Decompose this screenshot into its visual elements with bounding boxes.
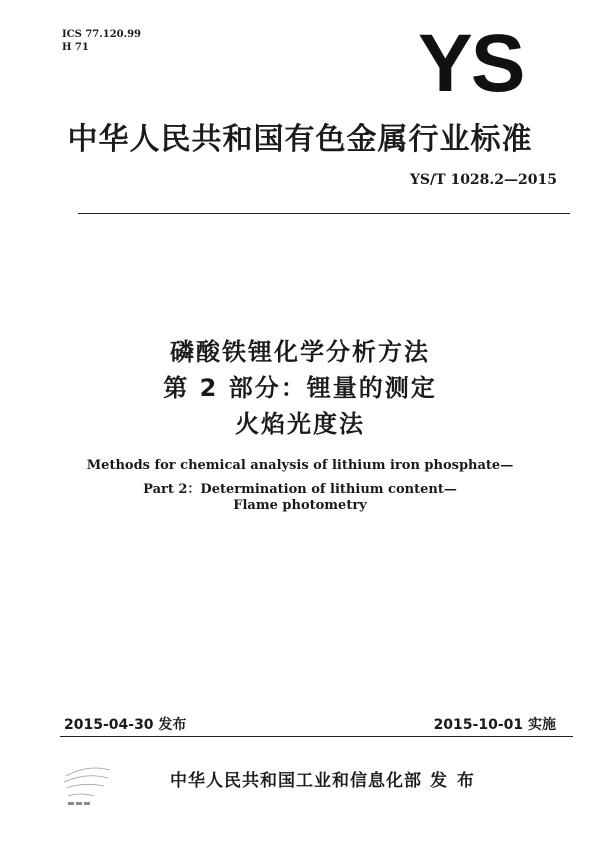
stamp-icon <box>58 758 118 818</box>
ys-logo: YS <box>418 18 524 109</box>
ics-code-block <box>62 28 141 54</box>
stamp-mark <box>58 758 118 818</box>
standard-title: 中华人民共和国有色金属行业标准 <box>67 122 533 157</box>
standard-number: YS/T 1028.2—2015 <box>409 172 557 188</box>
ics-code: ICS 77.120.99 <box>62 29 142 40</box>
cn-title-line-2: 第 2 部分：锂量的测定 <box>163 374 437 402</box>
issuer-name: 中华人民共和国工业和信息化部 <box>170 771 422 791</box>
classification-code: H 71 <box>62 42 89 53</box>
top-divider <box>78 213 570 214</box>
en-title-line-2: Part 2：Determination of lithium content— <box>143 482 457 497</box>
issue-label: 发 布 <box>430 771 476 791</box>
implement-date: 2015-10-01 实施 <box>433 717 556 733</box>
publish-date: 2015-04-30 发布 <box>64 717 187 733</box>
cn-title-line-3: 火焰光度法 <box>235 410 365 438</box>
cn-title-line-1: 磷酸铁锂化学分析方法 <box>170 338 430 366</box>
en-title-line-3: Flame photometry <box>233 498 367 513</box>
bottom-divider <box>60 736 573 737</box>
en-title-line-1: Methods for chemical analysis of lithium iron phosphate— <box>86 458 514 473</box>
